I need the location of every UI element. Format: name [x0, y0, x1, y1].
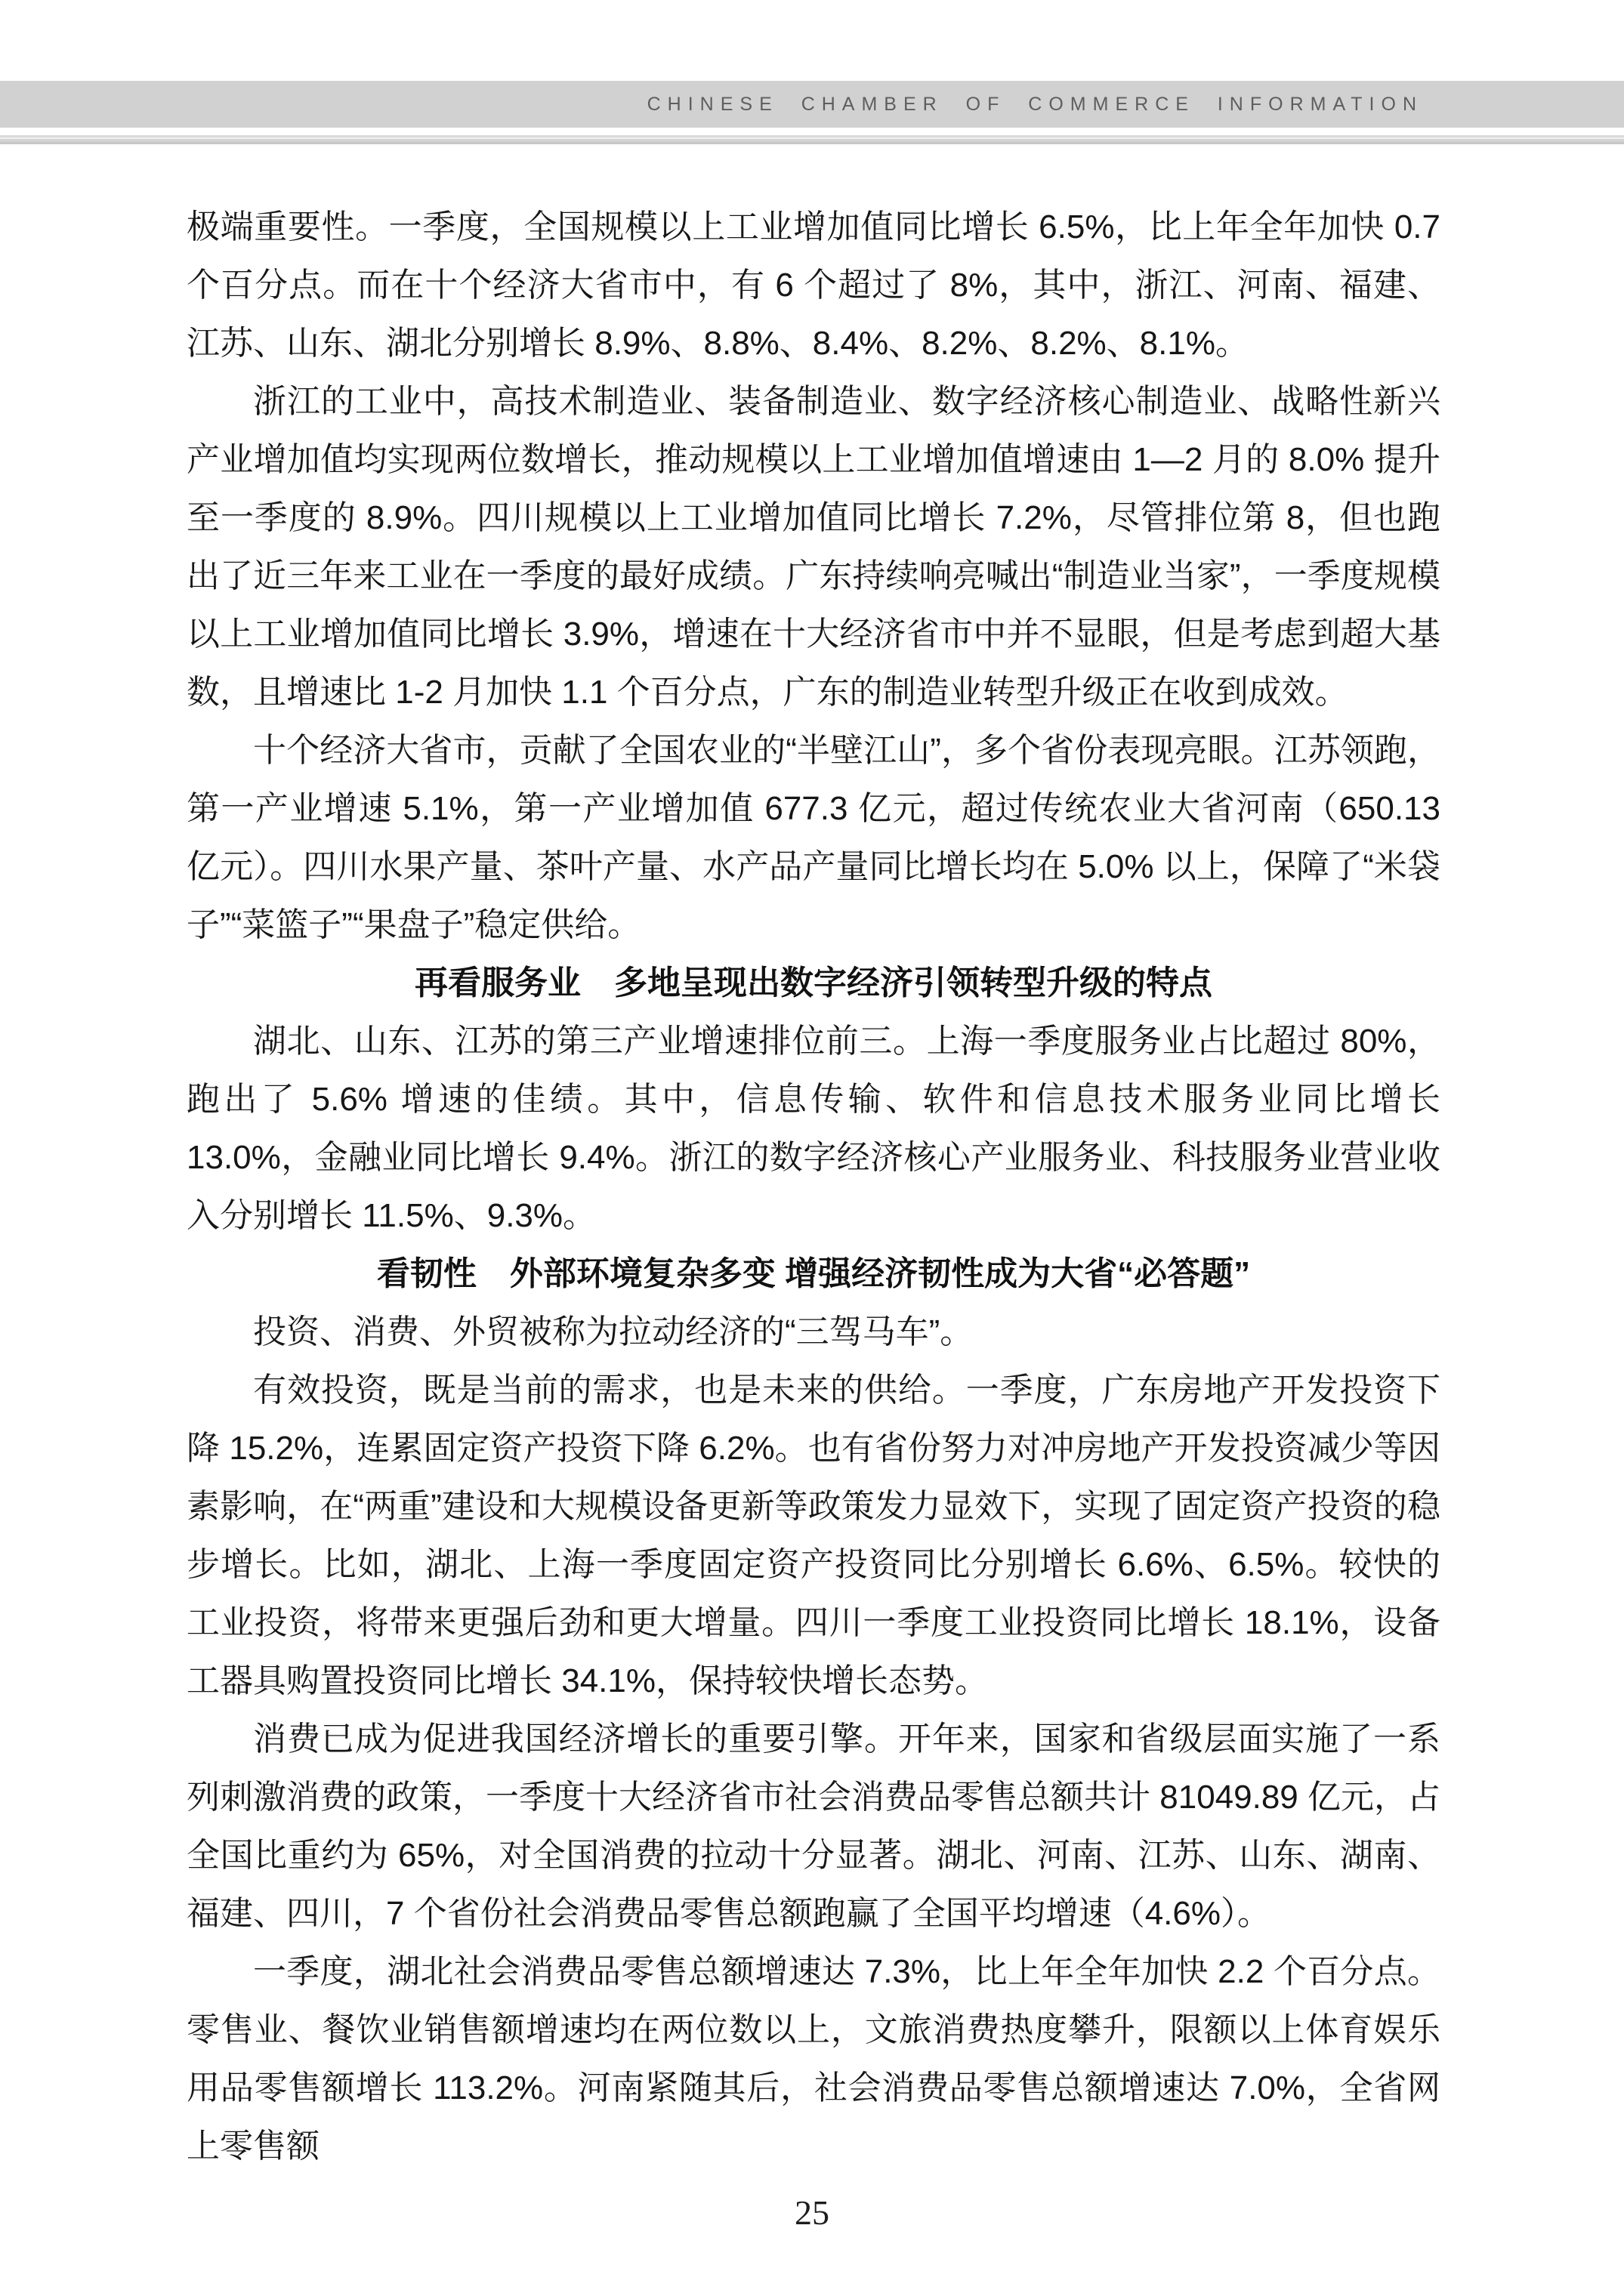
paragraph-industry-overview: 极端重要性。一季度，全国规模以上工业增加值同比增长 6.5%，比上年全年加快 0.7 个百分点。而在十个经济大省市中，有 6 个超过了 8%，其中，浙江、河南、福建、江苏、山东、湖北分别增长 8.9%、8.8%、8.4%、8.2%、8.2%、8.1%。 — [187, 208, 1440, 362]
document-body — [187, 198, 1440, 2175]
paragraph-investment: 有效投资，既是当前的需求，也是未来的供给。一季度，广东房地产开发投资下降 15.2%，连累固定资产投资下降 6.2%。也有省份努力对冲房地产开发投资减少等因素影响，在“两重”建设和大规模设备更新等政策发力显效下，实现了固定资产投资的稳步增长。比如，湖北、上海一季度固定资产投资同比分别增长 6.6%、6.5%。较快的工业投资，将带来更强后劲和更大增量。四川一季度工业投资同比增长 18.1%，设备工器具购置投资同比增长 34.1%，保持较快增长态势。 — [187, 1372, 1440, 1699]
page-footer — [0, 2193, 1624, 2233]
section-heading-services: 再看服务业 多地呈现出数字经济引领转型升级的特点 — [415, 964, 1212, 1001]
paragraph-services: 湖北、山东、江苏的第三产业增速排位前三。上海一季度服务业占比超过 80%，跑出了 5.6% 增速的佳绩。其中，信息传输、软件和信息技术服务业同比增长 13.0%，金融业同比增长 9.4%。浙江的数字经济核心产业服务业、科技服务业营业收入分别增长 11.5%、9.3%。 — [187, 1023, 1440, 1234]
paragraph-agriculture: 十个经济大省市，贡献了全国农业的“半壁江山”，多个省份表现亮眼。江苏领跑，第一产业增速 5.1%，第一产业增加值 677.3 亿元，超过传统农业大省河南（650.13 亿元）。四川水果产量、茶叶产量、水产品产量同比增长均在 5.0% 以上，保障了“米袋子”“菜篮子”“果盘子”稳定供给。 — [187, 732, 1440, 943]
paragraph-zhejiang-industry: 浙江的工业中，高技术制造业、装备制造业、数字经济核心制造业、战略性新兴产业增加值均实现两位数增长，推动规模以上工业增加值增速由 1—2 月的 8.0% 提升至一季度的 8.9%。四川规模以上工业增加值同比增长 7.2%，尽管排位第 8，但也跑出了近三年来工业在一季度的最好成绩。广东持续响亮喊出“制造业当家”，一季度规模以上工业增加值同比增长 3.9%，增速在十大经济省市中并不显眼，但是考虑到超大基数，且增速比 1-2 月加快 1.1 个百分点，广东的制造业转型升级正在收到成效。 — [187, 383, 1440, 711]
paragraph-troika: 投资、消费、外贸被称为拉动经济的“三驾马车”。 — [253, 1313, 974, 1350]
header-bar — [0, 81, 1624, 128]
page-number: 25 — [795, 2193, 829, 2232]
header-title: CHINESE CHAMBER OF COMMERCE INFORMATION — [647, 93, 1423, 115]
paragraph-hubei-retail: 一季度，湖北社会消费品零售总额增速达 7.3%，比上年全年加快 2.2 个百分点。零售业、餐饮业销售额增速均在两位数以上，文旅消费热度攀升，限额以上体育娱乐用品零售额增长 113.2%。河南紧随其后，社会消费品零售总额增速达 7.0%，全省网上零售额 — [187, 1953, 1440, 2165]
section-heading-resilience: 看韧性 外部环境复杂多变 增强经济韧性成为大省“必答题” — [376, 1255, 1251, 1292]
paragraph-consumption: 消费已成为促进我国经济增长的重要引擎。开年来，国家和省级层面实施了一系列刺激消费的政策，一季度十大经济省市社会消费品零售总额共计 81049.89 亿元，占全国比重约为 65%，对全国消费的拉动十分显著。湖北、河南、江苏、山东、湖南、福建、四川，7 个省份社会消费品零售总额跑赢了全国平均增速（4.6%）。 — [187, 1721, 1440, 1932]
header-rule-divider — [0, 135, 1624, 144]
